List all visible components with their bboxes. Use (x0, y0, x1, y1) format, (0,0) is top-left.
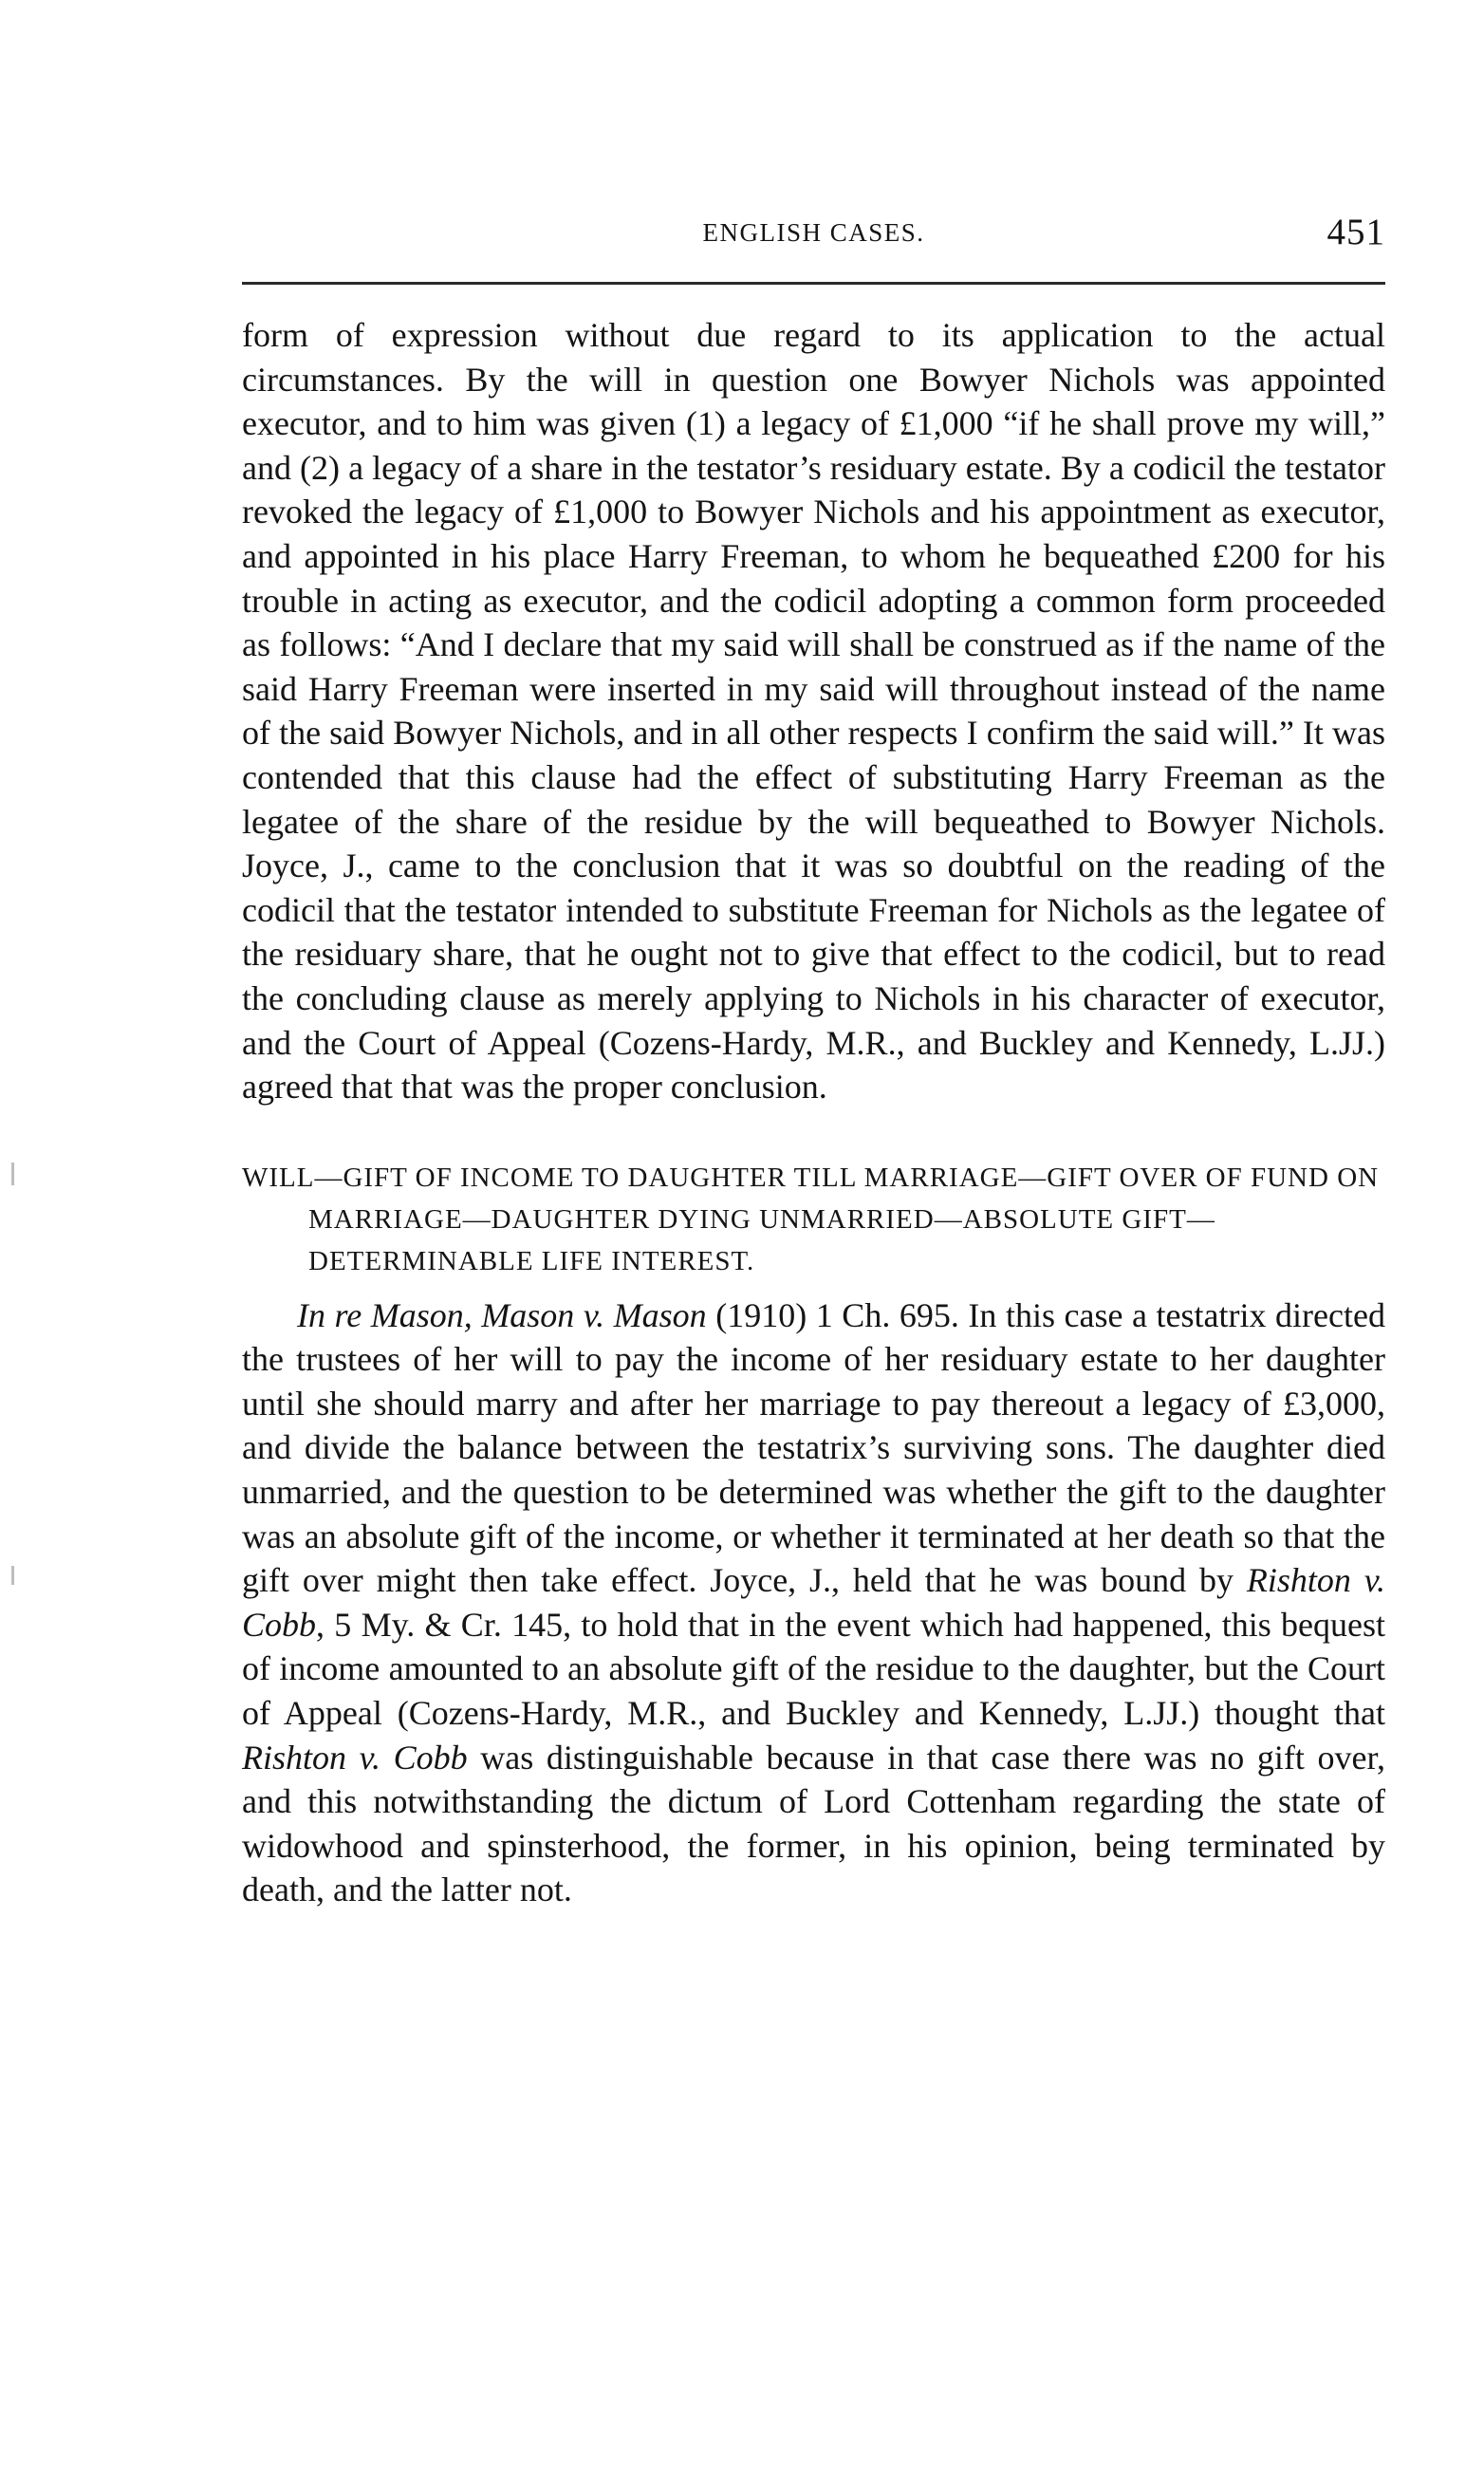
case-reference: Rishton v. Cobb (242, 1738, 468, 1777)
paragraph-text: was distinguishable because in that case there was no gift over, and this notwithstanding the dictum of Lord Cottenham regarding the state of widowhood and spinsterhood, the former, in his opinion, being terminated by death, and the latter not. (242, 1738, 1386, 1909)
case-headnote: WILL—GIFT OF INCOME TO DAUGHTER TILL MARRIAGE—GIFT OVER OF FUND ON MARRIAGE—DAUGHTER DYING UNMARRIED—ABSOLUTE GIFT—DETERMINABLE LIFE INTEREST. (242, 1162, 1380, 1276)
paragraph-continued: form of expression without due regard to its application to the actual circumstances. By the will in question one Bowyer Nichols was appointed executor, and to him was given (1) a legacy of £1,000 “if he shall prove my will,” and (2) a legacy of a share in the testator’s residuary estate. By a codicil the testator revoked the legacy of £1,000 to Bowyer Nichols and his appointment as executor, and appointed in his place Harry Freeman, to whom he bequeathed £200 for his trouble in acting as executor, and the codicil adopting a common form proceeded as follows: “And I declare that my said will shall be construed as if the name of the said Harry Freeman were inserted in my said will throughout instead of the name of the said Bowyer Nichols, and in all other respects I confirm the said will.” It was contended that this clause had the effect of substituting Harry Freeman as the legatee of the share of the residue by the will bequeathed to Bowyer Nichols. Joyce, J., came to the conclusion that it was so doubtful on the reading of the codicil that the testator intended to substitute Freeman for Nichols as the legatee of the residuary share, that he ought not to give that effect to the codicil, but to read the concluding clause as merely applying to Nichols in his character of executor, and the Court of Appeal (Cozens-Hardy, M.R., and Buckley and Kennedy, L.JJ.) agreed that that was the proper conclusion. (242, 316, 1385, 1107)
scan-edge-mark (11, 1566, 14, 1585)
text-column (242, 313, 1385, 1912)
paragraph-text: In this case a testatrix directed the trustees of her will to pay the income of her residuary estate to her daughter until she should marry and after her marriage to pay thereout a legacy of £3,000, and divide the balance between the testatrix’s surviving sons. The daughter died unmarried, and the question to be determined was whether the gift to the daughter was an absolute gift of the income, or whether it terminated at her death so that the gift over might then take effect. Joyce, J., held that he was bound by (242, 1295, 1385, 1600)
paragraph-text: , 5 My. & Cr. 145, to hold that in the event which had happened, this bequest of income amounted to an absolute gift of the residue to the daughter, but the Court of Appeal (Cozens-Hardy, M.R., and Buckley and Kennedy, L.JJ.) thought that (242, 1605, 1385, 1733)
case-reference: Rishton v. Cobb (242, 1561, 1385, 1644)
page-number: 451 (1326, 212, 1385, 252)
running-title: ENGLISH CASES. (702, 218, 925, 247)
running-header (242, 211, 1385, 258)
header-rule (242, 282, 1385, 285)
case-name: In re Mason, Mason v. Mason (297, 1295, 707, 1334)
case-citation: (1910) 1 Ch. 695. (706, 1295, 969, 1334)
scan-edge-mark (11, 1163, 14, 1185)
case-paragraph (242, 1293, 1385, 1912)
